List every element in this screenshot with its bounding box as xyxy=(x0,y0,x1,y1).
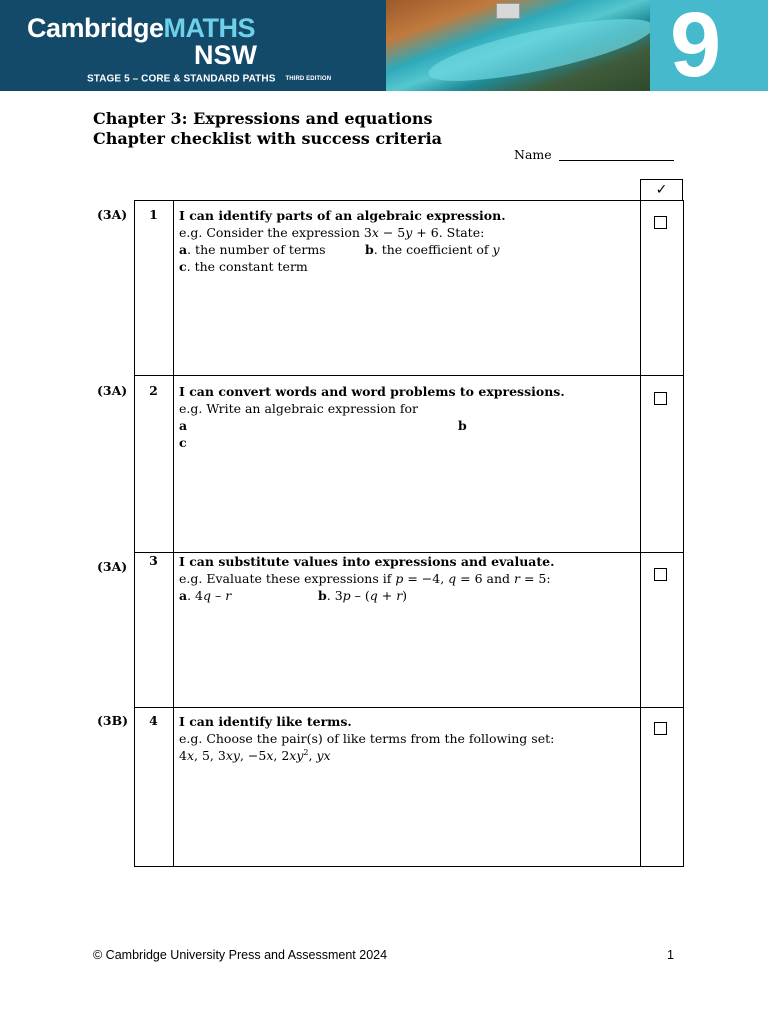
row-4-number: 4 xyxy=(149,713,158,728)
copyright-notice: © Cambridge University Press and Assessment 2024 xyxy=(93,948,388,962)
row-3-criterion: I can substitute values into expressions and evaluate. xyxy=(179,554,555,569)
cover-photo-river xyxy=(424,7,657,91)
row-2-part-c: c xyxy=(179,435,187,450)
name-field-line[interactable] xyxy=(559,160,674,161)
row-2-part-b: b xyxy=(458,418,467,433)
row-3-section: (3A) xyxy=(97,559,128,574)
column-divider-tick xyxy=(640,200,641,867)
checklist-subtitle: Chapter checklist with success criteria xyxy=(93,129,443,148)
row-divider xyxy=(134,375,684,376)
row-2-criterion: I can convert words and word problems to expressions. xyxy=(179,384,565,399)
edition-label: THIRD EDITION xyxy=(285,76,332,82)
brand-nsw: NSW xyxy=(194,40,257,70)
row-3-checkbox[interactable] xyxy=(654,568,667,581)
row-2-number: 2 xyxy=(149,383,158,398)
column-divider-number xyxy=(173,200,174,867)
brand-cambridge: Cambridge xyxy=(27,13,164,43)
row-2-section: (3A) xyxy=(97,383,128,398)
cover-photo xyxy=(386,0,650,91)
row-2-checkbox[interactable] xyxy=(654,392,667,405)
row-1-part-c: c. the constant term xyxy=(179,259,308,274)
header-banner xyxy=(0,0,768,91)
year-badge: 9 xyxy=(650,0,768,91)
row-4-term-set: 4x, 5, 3xy, −5x, $2xy^2$, yx xyxy=(179,747,331,763)
row-3-part-b: b. 3p – (q + r) xyxy=(318,588,408,603)
row-2-example: e.g. Write an algebraic expression for xyxy=(179,401,419,416)
stage-line: STAGE 5 – CORE & STANDARD PATHS xyxy=(87,73,276,85)
row-4-section: (3B) xyxy=(97,713,129,728)
brand-maths: MATHS xyxy=(163,13,256,43)
row-3-content xyxy=(179,553,634,604)
row-4-content xyxy=(179,713,634,764)
row-1-example: e.g. Consider the expression 3x − 5y + 6. State: xyxy=(179,225,485,240)
name-label: Name xyxy=(514,147,552,162)
page-number: 1 xyxy=(667,948,674,962)
tick-column-header: ✓ xyxy=(640,179,683,200)
row-1-number: 1 xyxy=(149,207,158,222)
row-1-section: (3A) xyxy=(97,207,128,222)
row-3-example: e.g. Evaluate these expressions if p = −4, q = 6 and r = 5: xyxy=(179,571,551,586)
row-4-checkbox[interactable] xyxy=(654,722,667,735)
row-3-part-a: a. 4q – r xyxy=(179,588,232,603)
row-4-example: e.g. Choose the pair(s) of like terms from the following set: xyxy=(179,731,555,746)
row-3-number: 3 xyxy=(149,553,158,568)
row-4-criterion: I can identify like terms. xyxy=(179,714,352,729)
checklist-table xyxy=(134,200,684,867)
row-1-part-b: b. the coefficient of y xyxy=(365,242,500,257)
row-1-checkbox[interactable] xyxy=(654,216,667,229)
row-2-content xyxy=(179,383,634,451)
row-1-part-a: a. the number of terms xyxy=(179,242,326,257)
row-divider xyxy=(134,707,684,708)
chapter-title: Chapter 3: Expressions and equations xyxy=(93,109,433,128)
row-1-content xyxy=(179,207,634,275)
row-1-criterion: I can identify parts of an algebraic expression. xyxy=(179,208,506,223)
brand-logo xyxy=(27,14,331,86)
cover-photo-building xyxy=(496,3,520,19)
row-2-part-a: a xyxy=(179,418,188,433)
